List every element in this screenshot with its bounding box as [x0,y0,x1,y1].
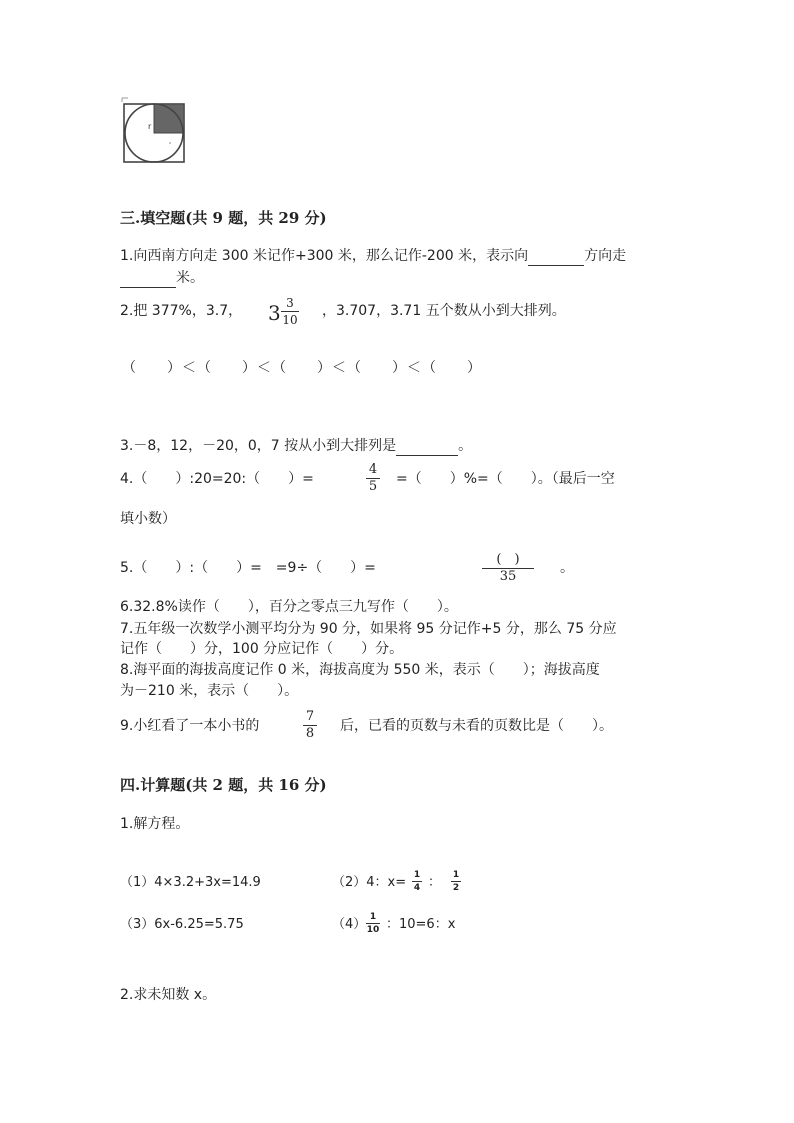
q5-frac-den: 35 [499,569,517,584]
eq4-f-num: 1 [369,912,377,922]
section4-heading: 四.计算题(共 2 题，共 16 分) [120,776,327,794]
q9-frac-den: 8 [305,726,315,741]
q1-blank-1[interactable] [528,251,584,266]
q2-frac-bar [281,311,299,312]
eq4-f-den: 10 [366,925,380,935]
question-4-text-a-real: 4.（ ）:20=20:（ ）= [120,471,314,487]
eq2-f2-bar [451,881,461,882]
circle-square-figure [118,96,190,166]
q2-frac-den: 10 [282,313,298,327]
equation-4-text-a: （4） [332,917,367,932]
equation-1: （1）4×3.2+3x=14.9 [120,875,261,890]
q2-mixed-fraction [281,296,299,327]
question-2-text-b: ，3.707，3.71 五个数从小到大排列。 [322,303,566,319]
eq2-fraction-1 [412,870,422,893]
q9-frac-num: 7 [305,709,315,724]
equation-2-text: （2）4：x= [332,875,407,890]
section3-heading: 三.填空题(共 9 题，共 29 分) [120,209,327,227]
eq2-f1-num: 1 [413,870,421,880]
q2-mixed-whole: 3 [268,301,281,325]
eq2-fraction-2 [451,870,461,893]
question-5-text-b: 。 [560,560,574,576]
eq2-f1-bar [412,881,422,882]
question-1-line2 [120,268,204,288]
q4-fraction [366,463,380,494]
q1-text-a: 1.向西南方向走 300 米记作+300 米，那么记作-200 米，表示向 [120,248,529,264]
question-3 [120,436,472,456]
question-8-line1: 8.海平面的海拔高度记作 0 米，海拔高度为 550 米，表示（ ）；海拔高度 [120,662,600,678]
question-7-line1: 7.五年级一次数学小测平均分为 90 分，如果将 95 分记作+5 分，那么 75 分应 [120,621,617,637]
q3-blank[interactable] [396,441,458,456]
question-8-line2: 为－210 米，表示（ ）。 [120,683,299,699]
equation-3: （3）6x-6.25=5.75 [120,917,244,932]
q3-text: 3.－8，12，－20，0，7 按从小到大排列是 [120,438,397,454]
equation-4-text-b: ：10=6：x [386,917,456,932]
question-4-text-b: =（ ）%=（ ）。（最后一空 [396,471,615,487]
section4-question-1: 1.解方程。 [120,816,190,832]
question-9-text-b: 后，已看的页数与未看的页数比是（ ）。 [340,718,613,734]
eq4-f-bar [366,923,380,924]
question-5-text-a: 5.（ ）:（ ）= =9÷（ ）= [120,560,376,576]
question-4-text-c: 填小数） [120,511,176,527]
q5-fraction [482,553,534,584]
question-2-order-blanks[interactable]: （ ）＜（ ）＜（ ）＜（ ）＜（ ） [122,360,482,376]
q9-fraction [303,710,317,741]
q4-frac-den: 5 [368,479,378,494]
question-9-text-a: 9.小红看了一本小书的 [120,718,260,734]
question-7-line2: 记作（ ）分，100 分应记作（ ）分。 [120,641,404,657]
eq4-fraction [366,912,380,935]
section4-question-2: 2.求未知数 x。 [120,987,217,1003]
q4-frac-num: 4 [368,462,378,477]
svg-text:,: , [169,137,172,145]
q1-blank-2[interactable] [120,273,176,288]
eq2-f1-den: 4 [413,883,421,893]
q1-text-b: 方向走 [584,248,627,264]
q5-frac-num: ( ) [496,552,520,567]
q3-end: 。 [458,438,473,454]
question-6: 6.32.8%读作（ ），百分之零点三九写作（ ）。 [120,599,458,615]
eq2-f2-num: 1 [452,870,460,880]
eq2-f2-den: 2 [452,883,460,893]
question-1-line1 [120,246,626,266]
equation-2-colon: ： [428,875,442,890]
q1-text-c: 米。 [176,270,204,286]
q2-frac-num: 3 [286,296,294,310]
question-2-text-a: 2.把 377%，3.7， [120,303,243,319]
svg-text:r: r [148,122,152,131]
